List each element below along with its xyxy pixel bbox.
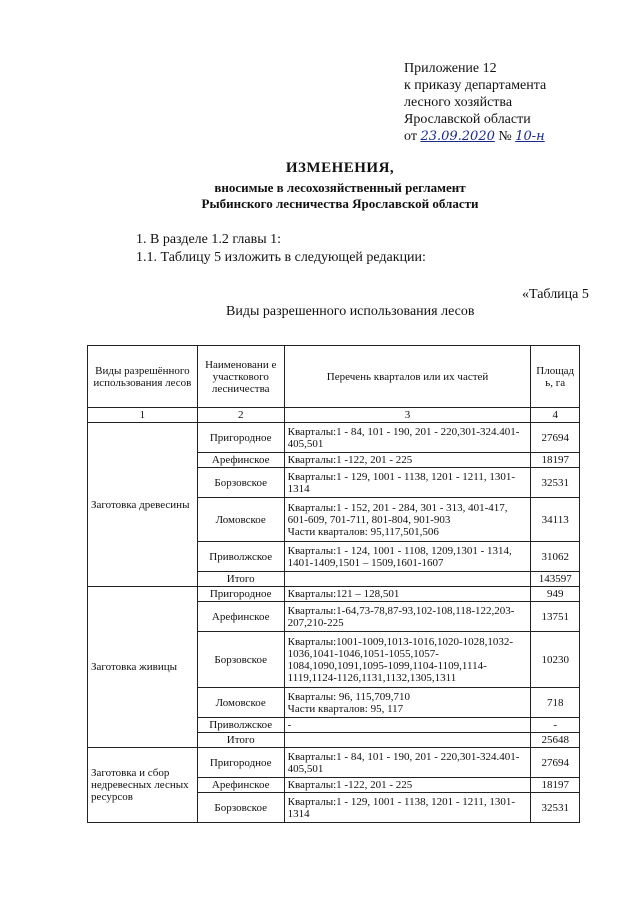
district-cell: Арефинское xyxy=(197,778,284,793)
quarters-cell: Кварталы:1-64,73-78,87-93,102-108,118-122,203-207,210-225 xyxy=(284,602,531,632)
area-cell: 13751 xyxy=(531,602,580,632)
use-type-cell: Заготовка живицы xyxy=(88,587,198,748)
from-label: от xyxy=(404,129,417,144)
land-use-table xyxy=(87,345,580,823)
table-reference: «Таблица 5 xyxy=(522,287,589,302)
total-area: 25648 xyxy=(531,733,580,748)
document-title: ИЗМЕНЕНИЯ, xyxy=(285,160,395,176)
use-type-cell: Заготовка древесины xyxy=(88,423,198,587)
quarter-parts-text: Части кварталов: 95, 117 xyxy=(287,702,404,715)
area-cell: 31062 xyxy=(531,542,580,572)
district-cell: Приволжское xyxy=(197,718,284,733)
table-row xyxy=(88,587,580,602)
district-cell: Борзовское xyxy=(197,468,284,498)
area-cell: 32531 xyxy=(531,468,580,498)
header-district: Наименовани е участкового лесничества xyxy=(197,346,284,408)
header-use-type: Виды разрешённого использования лесов xyxy=(88,346,198,408)
header-area: Площад ь, га xyxy=(531,346,580,408)
column-number: 1 xyxy=(88,408,198,423)
column-number: 3 xyxy=(284,408,531,423)
appendix-line: Приложение 12 xyxy=(404,61,497,76)
appendix-block xyxy=(404,60,546,145)
district-cell: Ломовское xyxy=(197,498,284,542)
paragraph: 1. В разделе 1.2 главы 1: xyxy=(136,232,282,247)
appendix-line: лесного хозяйства xyxy=(404,95,513,110)
order-date-number xyxy=(404,128,546,145)
total-label: Итого xyxy=(197,572,284,587)
quarters-cell: Кварталы:1 -122, 201 - 225 xyxy=(284,453,531,468)
quarters-text: Кварталы: 96, 115,709,710 xyxy=(287,690,410,703)
table-caption: Виды разрешенного использования лесов xyxy=(226,304,475,319)
quarters-cell: Кварталы:1 - 129, 1001 - 1138, 1201 - 1211, 1301-1314 xyxy=(284,793,531,823)
document-subtitle: Рыбинского лесничества Ярославской области xyxy=(201,196,479,211)
area-cell: 27694 xyxy=(531,748,580,778)
number-label: № xyxy=(498,129,512,144)
district-cell: Ломовское xyxy=(197,688,284,718)
quarters-cell: - xyxy=(284,718,531,733)
document-subtitle: вносимые в лесохозяйственный регламент xyxy=(214,180,466,195)
quarters-cell: Кварталы:121 – 128,501 xyxy=(284,587,531,602)
district-cell: Пригородное xyxy=(197,748,284,778)
district-cell: Пригородное xyxy=(197,587,284,602)
district-cell: Арефинское xyxy=(197,453,284,468)
empty-cell xyxy=(284,572,531,587)
quarters-cell: Кварталы:1 - 84, 101 - 190, 201 - 220,301-324.401-405,501 xyxy=(284,423,531,453)
appendix-line: к приказу департамента xyxy=(404,78,547,93)
quarters-cell xyxy=(284,498,531,542)
column-number: 4 xyxy=(531,408,580,423)
empty-cell xyxy=(284,733,531,748)
area-cell: 10230 xyxy=(531,632,580,688)
area-cell: 18197 xyxy=(531,778,580,793)
total-area: 143597 xyxy=(531,572,580,587)
area-cell: 718 xyxy=(531,688,580,718)
handwritten-number: 10-н xyxy=(515,129,545,144)
table-row xyxy=(88,423,580,453)
quarters-cell: Кварталы:1 - 124, 1001 - 1108, 1209,1301 - 1314, 1401-1409,1501 – 1509,1601-1607 xyxy=(284,542,531,572)
paragraph: 1.1. Таблицу 5 изложить в следующей редакции: xyxy=(136,250,426,265)
area-cell: 18197 xyxy=(531,453,580,468)
header-quarters: Перечень кварталов или их частей xyxy=(284,346,531,408)
quarters-cell xyxy=(284,688,531,718)
area-cell: 32531 xyxy=(531,793,580,823)
quarters-cell: Кварталы:1 - 84, 101 - 190, 201 - 220,301-324.401-405,501 xyxy=(284,748,531,778)
district-cell: Борзовское xyxy=(197,793,284,823)
area-cell: 34113 xyxy=(531,498,580,542)
handwritten-date: 23.09.2020 xyxy=(420,129,495,144)
quarters-cell: Кварталы:1001-1009,1013-1016,1020-1028,1032-1036,1041-1046,1051-1055,1057-1084,1090,1091,1095-1099,1104-1109,1114-1119,1124-1126,1131,1132,1305,1311 xyxy=(284,632,531,688)
quarters-text: Кварталы:1 - 152, 201 - 284, 301 - 313, 401-417, 601-609, 701-711, 801-804, 901-903 xyxy=(287,501,508,526)
area-cell: - xyxy=(531,718,580,733)
area-cell: 27694 xyxy=(531,423,580,453)
use-type-cell: Заготовка и сбор недревесных лесных ресурсов xyxy=(88,748,198,823)
table-row xyxy=(88,748,580,778)
district-cell: Приволжское xyxy=(197,542,284,572)
area-cell: 949 xyxy=(531,587,580,602)
district-cell: Борзовское xyxy=(197,632,284,688)
column-number: 2 xyxy=(197,408,284,423)
quarter-parts-text: Части кварталов: 95,117,501,506 xyxy=(287,525,439,538)
quarters-cell: Кварталы:1 -122, 201 - 225 xyxy=(284,778,531,793)
district-cell: Пригородное xyxy=(197,423,284,453)
quarters-cell: Кварталы:1 - 129, 1001 - 1138, 1201 - 1211, 1301-1314 xyxy=(284,468,531,498)
district-cell: Арефинское xyxy=(197,602,284,632)
total-label: Итого xyxy=(197,733,284,748)
appendix-line: Ярославской области xyxy=(404,112,531,127)
